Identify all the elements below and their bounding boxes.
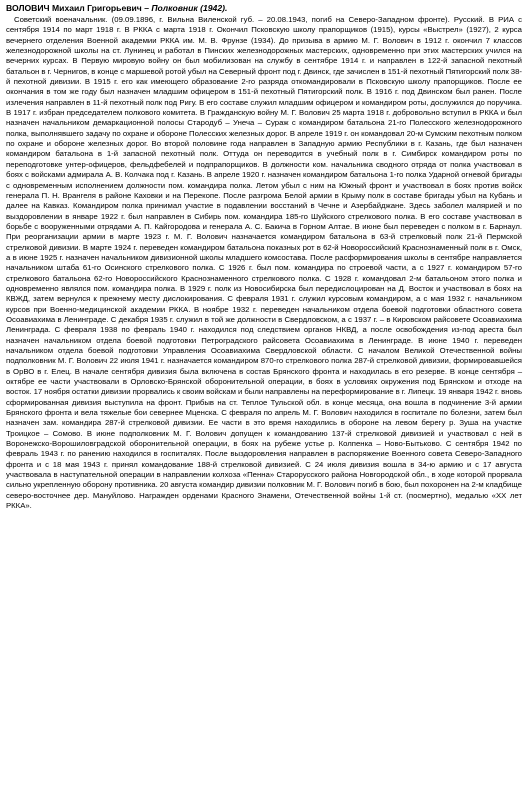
entry-dash: – (144, 3, 149, 13)
entry-biography: Советский военачальник. (09.09.1896, г. Вильна Виленской губ. – 20.08.1943, погиб на Северо-Западном фронте). Русский. В РИА с сентября 1914 по март 1918 г. В РККА с марта 1918 г. Окончил Псковскую школу прапорщиков (1915), курсы «Выстрел» (1927), 2 курса вечернего отделения Военной академии РККА им. М. В. Фрунзе (1934). До призыва в армию М. Г. Волович в 1912 г. окончил 7 классов железнодорожной школы на ст. Лунинец и работал в Пинских железнодорожных мастерских, одновременно при этих мастерских учился на вечерних курсах. В Первую мировую войну он был мобилизован на службу в сентябре 1914 г. и направлен в 122-й запасной пехотный батальон в г. Чернигов, в конце с маршевой ротой убыл на Северный фронт под г. Двинск, где зачислен в 151-й пехотный Пятигорский полк 38-й пехотной дивизии. В 1915 г. его как имеющего образование 2-го разряда откомандировали в Псковскую школу прапорщиков. После ее окончания в том же году был назначен младшим офицером в 151-й пехотный Пятигорский полк. В 1916 г. под Двинском был ранен. После излечения направлен в 11-й пехотный полк под Ригу. В его составе служил младшим офицером и командиром роты, дослужился до поручика. В 1917 г. избран председателем полкового комитета. В Гражданскую войну М. Г. Волович 25 марта 1918 г. добровольно вступил в РККА и был назначен начальником демаркационной полосы Стародуб – Унеча – Сураж с командиром батальона 21-го Полесского железнодорожного полка, выполнявшего задачу по охране и обороне Полесских железных дорог. В апреле 1919 г. он командовал 20-м Сумским пехотным полком по охране и обороне железных дорог. Во второй половине года направлен в Западную армию Республики в г. Казань, где был назначен командиром батальона в 1-й запасной пехотный полк. Оттуда он переводится в учебный полк в г. Симбирск командиром роты по переподготовке унтер-офицеров, фельдфебелей и подпрапорщиков. В должности ком. начальника сводного отряда от полка участвовал в боях с войсками адмирала А. В. Колчака под г. Казань. В апреле 1920 г. назначен командиром батальона 1-го полка Ударной огневой бригады с одновременным исполнением должности пом. командира полка. Летом убыл с ним на Южный фронт и участвовал в боях против войск генерала П. Н. Врангеля в районе Каховки и на Перекопе. После разгрома Белой армии в Крыму полк в составе бригады убыл на Кубань и далее на Кавказ. Командиром полка принимал участие в подавлении восстаний в Чечне и Азербайджане. Здесь заболел малярией и по выздоровлении в январе 1922 г. был направлен в Сибирь пом. командира 185-го Шуйского стрелкового полка. В его составе участвовал в борьбе с вооруженными отрядами А. П. Кайгородова и генерала А. С. Бакича в Горном Алтае. В июне был переведен с полком в г. Барнаул. При реорганизации армии в марте 1923 г. М. Г. Волович назначается командиром батальона в 63-й стрелковый полк 21-й Пермской стрелковой дивизии. В марте 1924 г. переведен командиром батальона показных рот в 62-й Новороссийский Краснознаменный полк в г. Омск, а в июне 1925 г. назначен начальником дивизионной школы младшего комсостава. После расформирования школы в сентябре направляется начальником штаба 61-го Осинского стрелкового полка. С 1926 г. был пом. командира по строевой части, а с 1927 г. командиром 57-го стрелкового батальона 62-го Новороссийского Краснознаменного стрелкового полка. С 1928 г. командовал 2-м батальоном этого полка и одновременно являлся пом. командира полка. В 1929 г. полк из Новосибирска был передислоцирован на Д. Восток и участвовал в боях на КВЖД, затем вернулся к прежнему месту дислокирования. С февраля 1931 г. служил курсовым командиром, а с мая 1932 г. начальником курсов при Военно-медицинской академии РККА. В ноябре 1932 г. переведен начальником отдела боевой подготовки областного совета Осоавиахима в Ленинграде. С декабря 1935 г. служил в той же должности в Свердловском, а с 1937 г. – в Кировском райсовете Осоавиахима Ленинграда. С февраля 1938 по февраль 1940 г. находился под следствием органов НКВД, а после освобождения из-под ареста был назначен начальником отдела боевой подготовки Петроградского райсовета Осоавиахима в Ленинграде. В июне 1940 г. переведен начальником отдела боевой подготовки Управления Осоавиахима Свердловской области. С началом Великой Отечественной войны подполковник М. Г. Волович 22 июля 1941 г. назначается командиром 870-го стрелкового полка 287-й стрелковой дивизии, формировавшейся в ОрВО в г. Елец. В начале сентября дивизия была включена в состав Брянского фронта и находилась в его резерве. В конце сентября – октябре ее части участвовали в Орловско-Брянской оборонительной операции, в боях в условиях окружения под Брянском и отходе на восток. 17 ноября остатки дивизии прорвались к своим войскам и были направлены на переформирование в г. Липецк. 19 января 1942 г. вновь сформированная дивизия выступила на фронт. Прибыв на ст. Теплое Тульской обл. в конце месяца, она вошла в подчинение 3-й армии Брянского фронта и вела тяжелые бои севернее Мценска. С февраля по апрель М. Г. Волович находился в госпитале по болезни, затем был назначен зам. командира 287-й стрелковой дивизии. Ее части в это время находились в обороне на левом берегу р. Зуша на участке Троицкое – Сомово. В июне подполковник М. Г. Волович допущен к командованию 137-й стрелковой дивизией и участвовал с ней в Воронежско-Ворошиловградской оборонительной операции, в боях на рубеже устье р. Колпенка – Ново-Бытьково. С сентября 1942 по февраль 1943 г. по ранению находился в госпиталях. После выздоровления направлен в распоряжение Военного совета Северо-Западного фронта и с 18 мая 1943 г. принял командование 188-й стрелковой дивизией. С 24 июля дивизия вошла в 34-ю армию и с 17 августа участвовала в наступательной операции в направлении колхоза «Пенна» Старорусского района Новгородской обл., в ходе которой прорвала сильно укрепленную оборону противника. 20 августа командир дивизии полковник М. Г. Волович погиб в бою, был похоронен на 2-м кладбище северо-восточнее дер. Мануйлово. Награжден орденами Красного Знамени, Отечественной войны 1-й ст. (посмертно), медалью «XX лет РККА». (6, 15, 522, 511)
entry-given-names: Михаил Григорьевич (52, 3, 142, 13)
entry-surname: ВОЛОВИЧ (6, 3, 50, 13)
encyclopedia-entry (6, 3, 522, 512)
entry-heading (6, 3, 522, 14)
entry-rank-year: Полковник (1942). (151, 3, 228, 13)
